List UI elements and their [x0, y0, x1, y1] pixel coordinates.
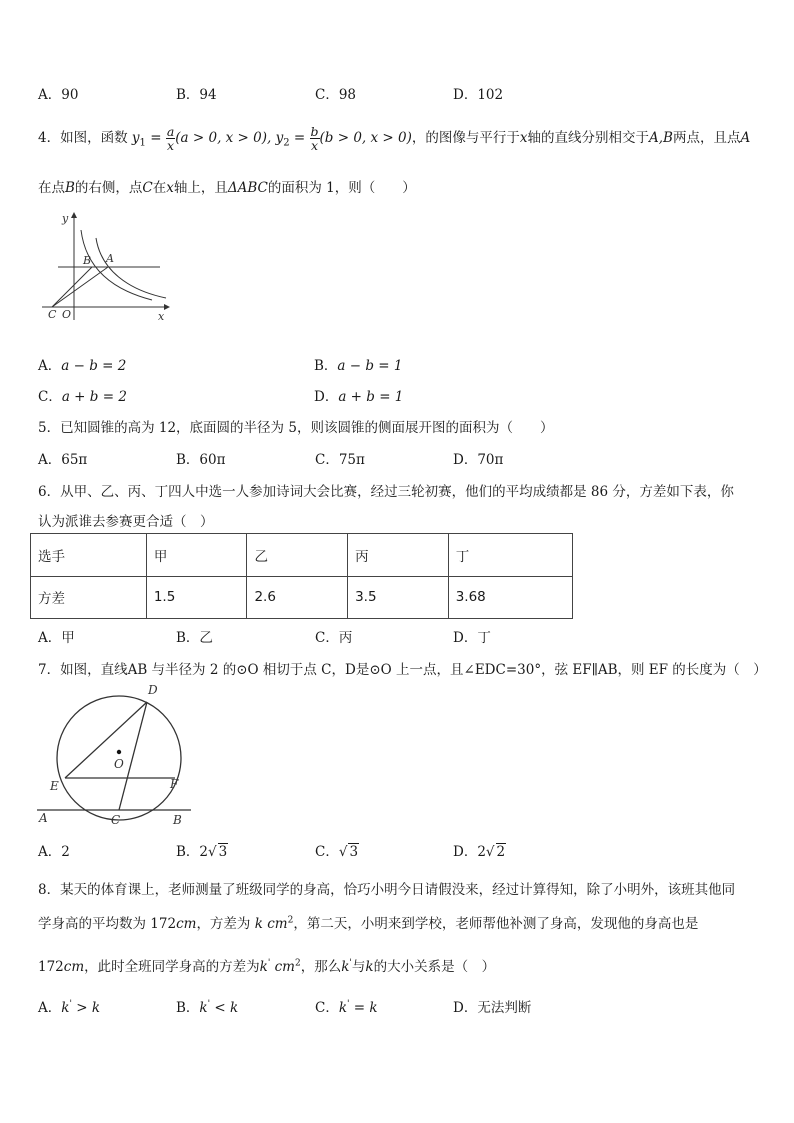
q8-stem-line1: 8．某天的体育课上，老师测量了班级同学的身高，恰巧小明今日请假没来，经过计算得知，除了小明外，该班其他同 — [38, 882, 736, 898]
q6-option-b: B．乙 — [176, 630, 213, 646]
segment-ca — [52, 267, 108, 307]
q4-stem-line1: 4．如图，函数 $y_1$ = $\frac{a}{x}$ (a > 0, x > 0), $y_2$ = $\frac{b}{x}$ (b > 0, x > 0)，的图像与平行于x轴的直线分别相交于A,B两点，且点A — [38, 123, 751, 153]
label-a: A — [39, 811, 48, 825]
q7-option-d: D．2√ 2 — [453, 844, 506, 860]
table-cell: 丙 — [348, 534, 449, 577]
q4-option-c: C．a + b = 2 — [38, 389, 127, 405]
center-dot — [117, 750, 121, 754]
label-b: B — [83, 254, 92, 267]
q8-option-c: C．k' = k — [315, 999, 378, 1016]
table-row — [31, 576, 573, 619]
q8-option-a: A．k' > k — [38, 999, 101, 1016]
label-o: O — [114, 757, 124, 771]
table-cell: 丁 — [448, 534, 572, 577]
label-c: C — [111, 813, 121, 827]
label-c: C — [48, 308, 57, 321]
label-b: B — [173, 813, 182, 827]
label-f: F — [170, 777, 179, 791]
q4-figure — [40, 210, 170, 325]
q7-option-b: B．2√ 3 — [176, 844, 228, 860]
q8-stem-line3: 172cm，此时全班同学身高的方差为k' $cm^2$，那么k'与k的大小关系是（ ） — [38, 958, 496, 975]
label-x: x — [158, 310, 165, 323]
q5-option-d: D．70π — [453, 452, 504, 468]
segment-ed — [65, 702, 147, 778]
q5-option-c: C．75π — [315, 452, 365, 468]
q3-option-c: C．98 — [315, 87, 357, 103]
label-a: A — [106, 252, 114, 265]
segment-cb — [52, 267, 92, 307]
table-cell: 乙 — [247, 534, 348, 577]
q4-option-b: B．a − b = 1 — [314, 358, 403, 374]
q3-option-a: A．90 — [38, 87, 79, 103]
q5-stem: 5．已知圆锥的高为 12，底面圆的半径为 5，则该圆锥的侧面展开图的面积为（ ） — [38, 420, 554, 436]
q6-option-a: A．甲 — [38, 630, 75, 646]
table-cell: 3.5 — [348, 576, 449, 619]
q6-stem-line1: 6．从甲、乙、丙、丁四人中选一人参加诗词大会比赛，经过三轮初赛，他们的平均成绩都是 86 分，方差如下表，你 — [38, 484, 734, 500]
q5-option-a: A．65π — [38, 452, 88, 468]
table-cell: 甲 — [146, 534, 247, 577]
q4-stem-line2: 在点B的右侧，点C在x轴上，且ΔABC的面积为 1，则（ ） — [38, 180, 416, 196]
table-header-row — [31, 534, 573, 577]
q6-option-d: D．丁 — [453, 630, 491, 646]
curve-y2 — [81, 230, 152, 300]
table-cell: 3.68 — [448, 576, 572, 619]
label-e: E — [50, 779, 59, 793]
label-o: O — [62, 308, 72, 321]
q7-option-a: A．2 — [38, 844, 70, 860]
table-cell: 2.6 — [247, 576, 348, 619]
q4-option-d: D．a + b = 1 — [314, 389, 404, 405]
q5-option-b: B．60π — [176, 452, 226, 468]
q3-option-d: D．102 — [453, 87, 504, 103]
label-d: D — [148, 683, 158, 697]
variance-table — [30, 533, 573, 619]
table-cell: 选手 — [31, 534, 147, 577]
q7-option-c: C．√ 3 — [315, 844, 359, 860]
label-y: y — [62, 212, 69, 225]
q3-option-b: B．94 — [176, 87, 217, 103]
q8-option-b: B．k' < k — [176, 999, 239, 1016]
q7-stem: 7．如图，直线AB 与半径为 2 的⊙O 相切于点 C，D是⊙O 上一点，且∠EDC=30°，弦 EF∥AB，则 EF 的长度为（ ） — [38, 662, 767, 678]
q4-option-a: A．a − b = 2 — [38, 358, 127, 374]
table-cell: 方差 — [31, 576, 147, 619]
segment-dc — [119, 702, 147, 810]
q6-stem-line2: 认为派谁去参赛更合适（ ） — [38, 514, 214, 530]
q8-option-d: D．无法判断 — [453, 1000, 532, 1016]
table-cell: 1.5 — [146, 576, 247, 619]
q8-stem-line2: 学身高的平均数为 172cm，方差为 k $cm^2$，第二天，小明来到学校，老师帮他补测了身高，发现他的身高也是 — [38, 915, 699, 932]
q7-figure — [35, 680, 195, 828]
q6-option-c: C．丙 — [315, 630, 353, 646]
